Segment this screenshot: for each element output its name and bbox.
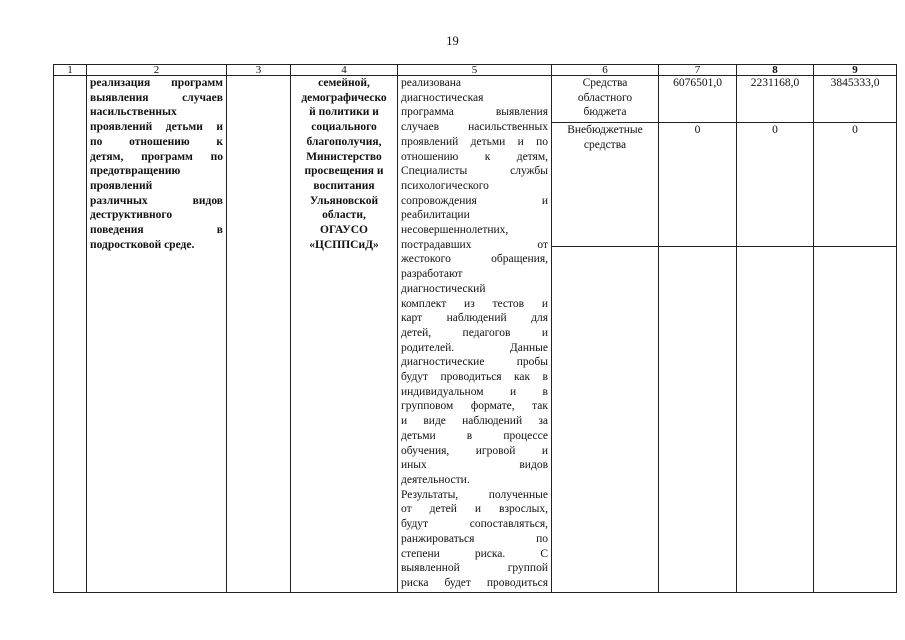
- header-cell-6: 6: [552, 65, 659, 76]
- text-line: детям, программ по: [90, 150, 223, 163]
- text-line: будут сопоставляться,: [401, 518, 548, 531]
- amount-col8-regional: 2231168,0: [737, 76, 814, 123]
- text-line: пострадавших от: [401, 238, 548, 251]
- text-line: диагностические пробы: [401, 356, 548, 369]
- text-line: и виде наблюдений за: [401, 415, 548, 428]
- text-line: благополучия,: [306, 135, 382, 148]
- text-line: родителей. Данные: [401, 341, 548, 354]
- program-table: [53, 64, 897, 593]
- text-line: комплект из тестов и: [401, 297, 548, 310]
- table-row: [54, 76, 897, 123]
- text-line: по отношению к: [90, 135, 223, 148]
- text-line: карт наблюдений для: [401, 312, 548, 325]
- text-line: Ульяновской: [309, 194, 379, 207]
- text-line: будут проводиться как в: [401, 371, 548, 384]
- text-line: Средства: [582, 77, 628, 89]
- text-line: Министерство: [306, 150, 382, 163]
- amount-total-regional: 6076501,0: [659, 76, 737, 123]
- page-number: 19: [446, 34, 459, 48]
- text-line: предотвращению: [90, 165, 181, 178]
- text-line: поведения в: [90, 224, 223, 237]
- text-line: жестокого обращения,: [401, 253, 548, 266]
- text-line: реабилитации: [401, 209, 470, 222]
- text-line: Результаты, полученные: [401, 488, 548, 501]
- header-cell-3: 3: [227, 65, 291, 76]
- cell-executors: [291, 76, 398, 593]
- text-line: реализована: [401, 77, 461, 89]
- text-line: реализация программ: [90, 77, 223, 89]
- text-line: деятельности.: [401, 473, 470, 486]
- funding-source-regional: [552, 76, 659, 123]
- text-line: степени риска. С: [401, 547, 548, 560]
- header-cell-8: 8: [737, 65, 814, 76]
- text-line: иных видов: [401, 459, 548, 472]
- text-line: Специалисты службы: [401, 165, 548, 178]
- amount-col9-regional: 3845333,0: [814, 76, 897, 123]
- amount-total-extrabudgetary: 0: [659, 123, 737, 247]
- text-line: выявления случаев: [90, 91, 223, 104]
- text-line: й политики и: [309, 106, 379, 119]
- text-line: риска будет проводиться: [401, 576, 548, 589]
- header-cell-1: 1: [54, 65, 87, 76]
- text-line: отношению к детям,: [401, 150, 548, 163]
- header-cell-9: 9: [814, 65, 897, 76]
- header-cell-4: 4: [291, 65, 398, 76]
- text-line: ранжироваться по: [401, 532, 548, 545]
- text-line: обучения, игровой и: [401, 444, 548, 457]
- text-line: деструктивного: [90, 209, 173, 222]
- text-line: групповом формате, так: [401, 400, 548, 413]
- empty-cell: [659, 247, 737, 593]
- text-line: области,: [322, 209, 366, 222]
- text-line: просвещения и: [304, 165, 384, 178]
- text-line: «ЦСППСиД»: [309, 238, 379, 251]
- text-line: детей, педагогов и: [401, 326, 548, 339]
- text-line: случаев насильственных: [401, 121, 548, 134]
- amount-col8-extrabudgetary: 0: [737, 123, 814, 247]
- text-line: семейной,: [318, 77, 370, 89]
- text-line: различных видов: [90, 194, 223, 207]
- text-line: от детей и взрослых,: [401, 503, 548, 516]
- cell-col3: [227, 76, 291, 593]
- empty-cell: [737, 247, 814, 593]
- text-line: психологического: [401, 179, 489, 192]
- table-header-row: [54, 65, 897, 76]
- empty-cell: [814, 247, 897, 593]
- text-line: средства: [583, 138, 627, 151]
- text-line: насильственных: [90, 106, 177, 119]
- text-line: диагностический: [401, 282, 486, 295]
- cell-measure-name: [87, 76, 227, 593]
- text-line: ОГАУСО: [320, 224, 368, 237]
- text-line: демографическо: [301, 91, 387, 104]
- cell-description: [398, 76, 552, 593]
- header-cell-2: 2: [87, 65, 227, 76]
- text-line: социального: [311, 121, 377, 134]
- text-line: областного: [577, 91, 633, 104]
- text-line: диагностическая: [401, 91, 484, 104]
- text-line: несовершеннолетних,: [401, 224, 509, 237]
- text-line: бюджета: [583, 106, 627, 119]
- text-line: индивидуальном и в: [401, 385, 548, 398]
- funding-source-extrabudgetary: [552, 123, 659, 247]
- text-line: разработают: [401, 268, 463, 281]
- text-line: Внебюджетные: [567, 124, 643, 136]
- header-cell-7: 7: [659, 65, 737, 76]
- amount-col9-extrabudgetary: 0: [814, 123, 897, 247]
- text-line: программа выявления: [401, 106, 548, 119]
- text-line: проявлений детьми и по: [401, 135, 548, 148]
- text-line: выявленной группой: [401, 562, 548, 575]
- text-line: проявлений детьми и: [90, 121, 223, 134]
- text-line: проявлений: [90, 179, 153, 192]
- text-line: воспитания: [313, 179, 375, 192]
- text-line: детьми в процессе: [401, 429, 548, 442]
- text-line: подростковой среде.: [90, 238, 195, 251]
- header-cell-5: 5: [398, 65, 552, 76]
- empty-cell: [552, 247, 659, 593]
- text-line: сопровождения и: [401, 194, 548, 207]
- cell-col1: [54, 76, 87, 593]
